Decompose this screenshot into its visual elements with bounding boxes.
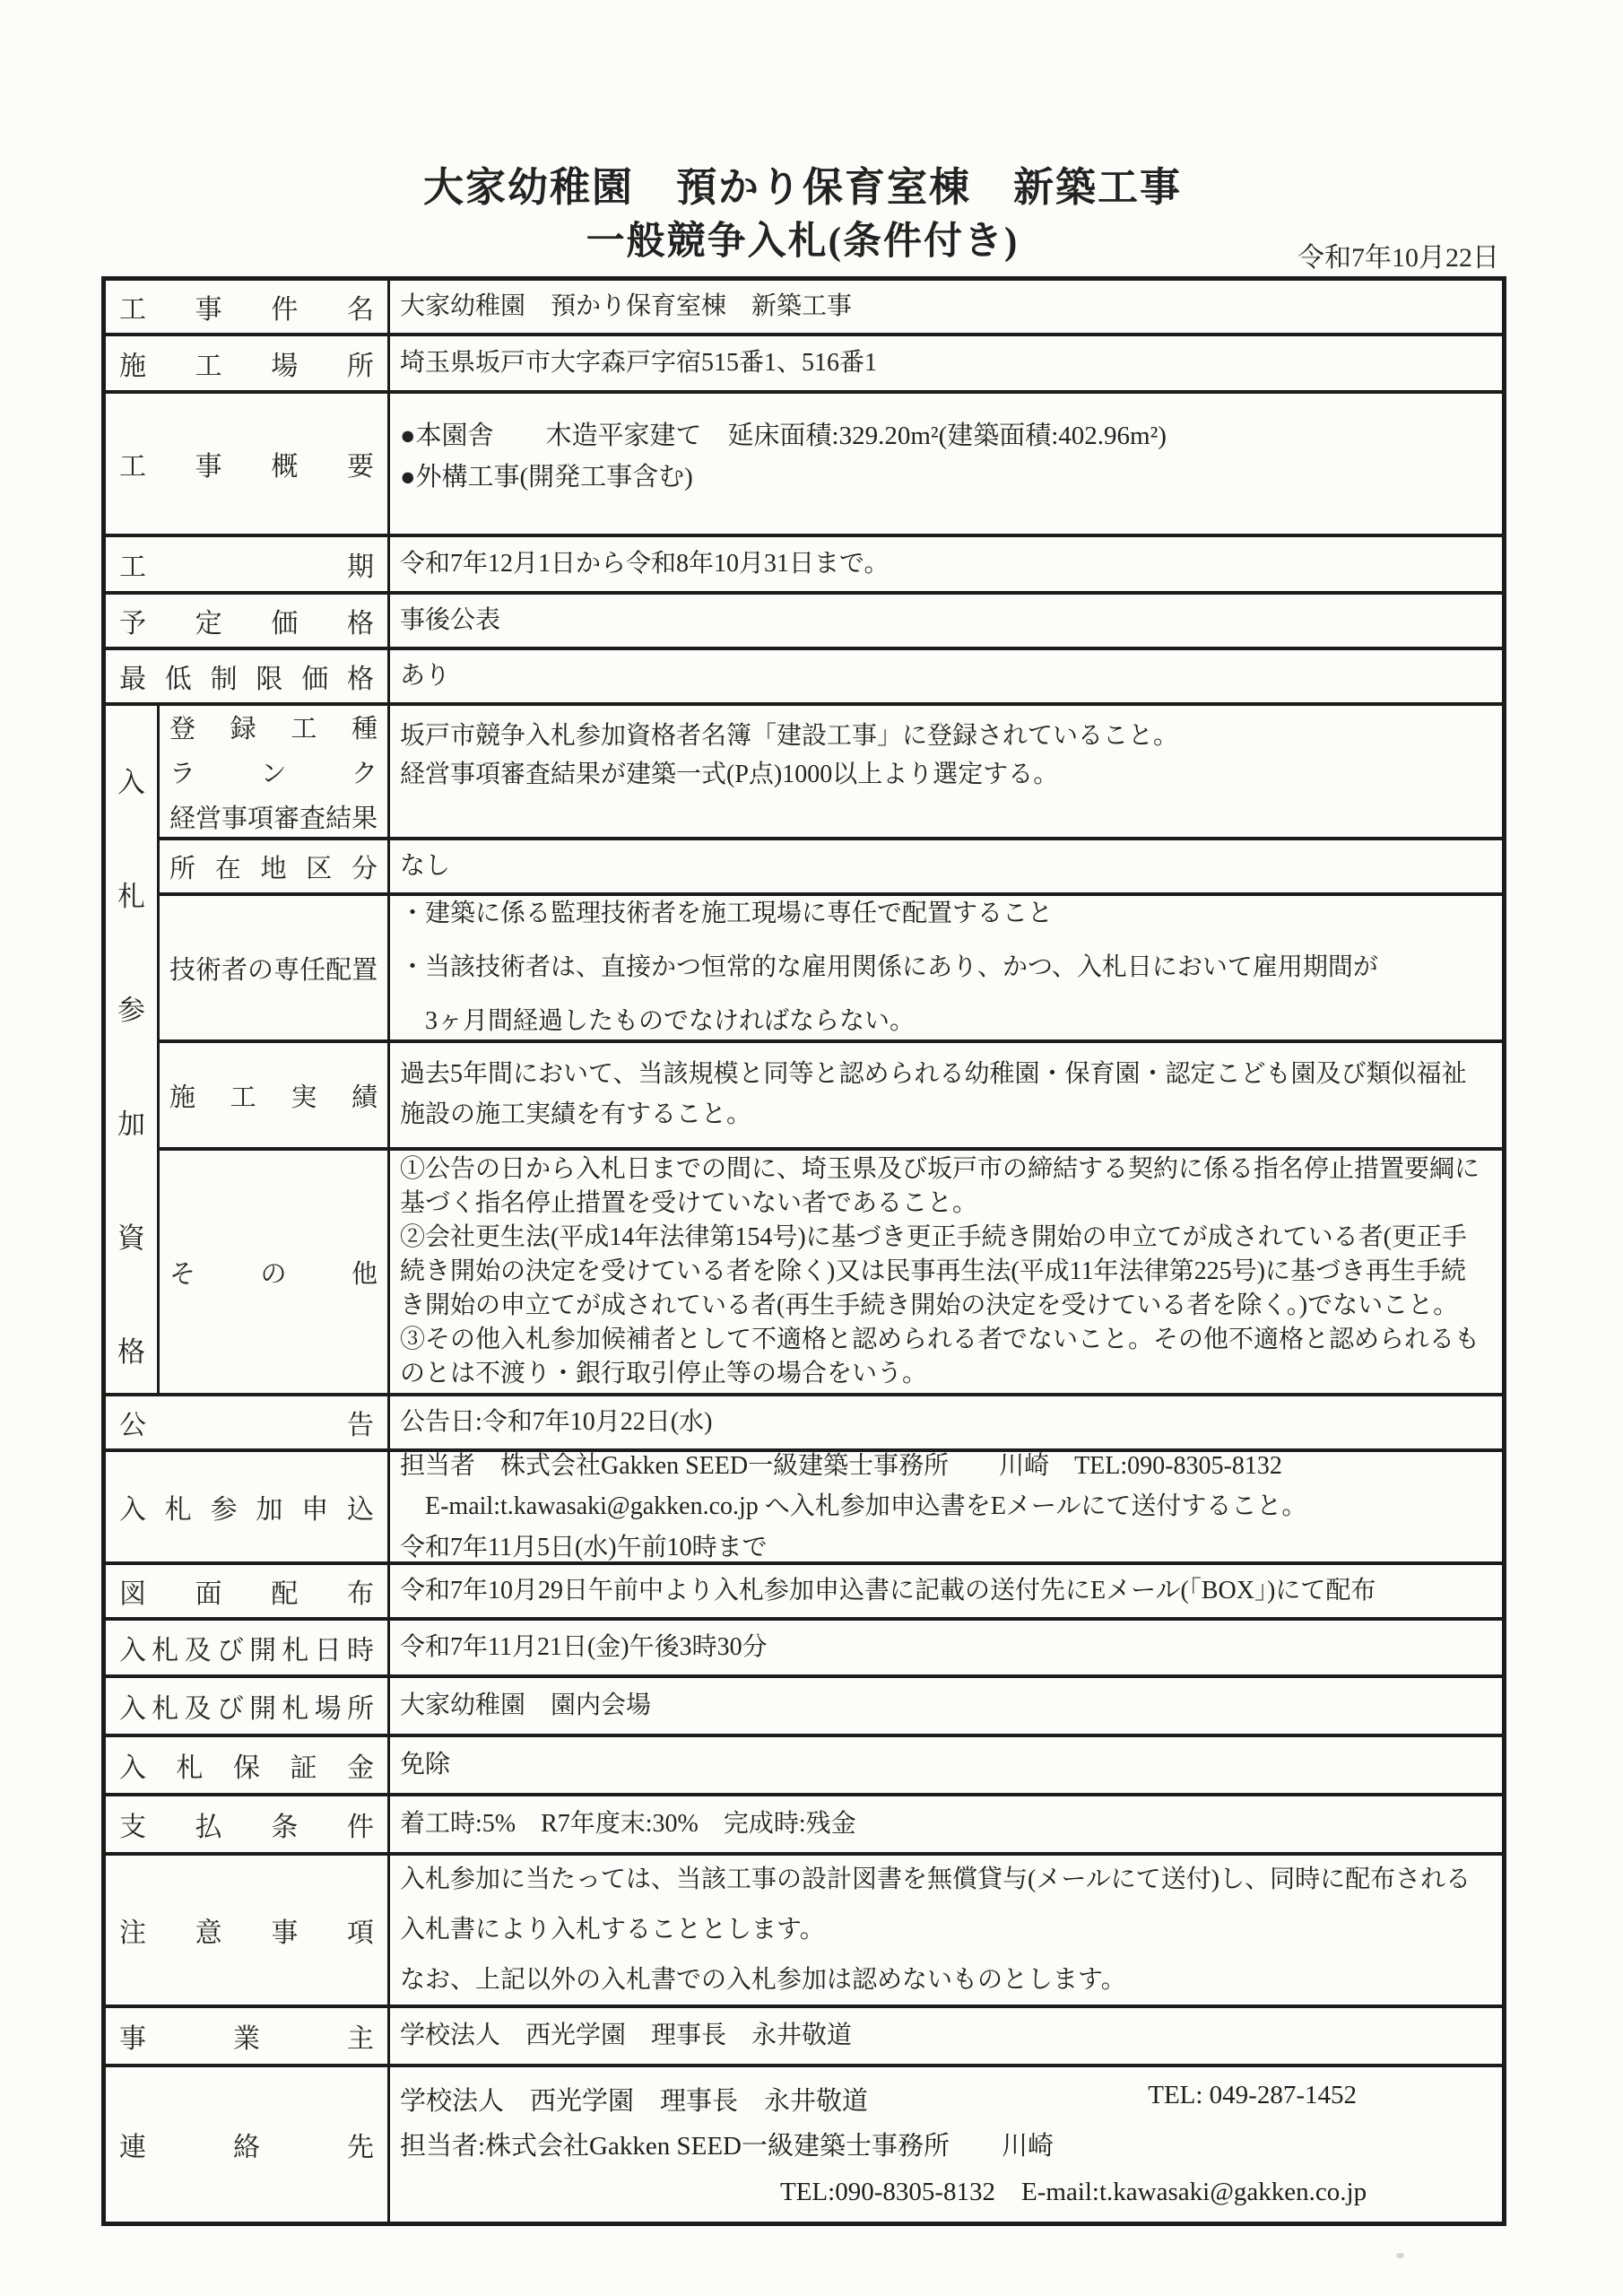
payment-terms-value: 着工時:5% R7年度末:30% 完成時:残金 <box>400 1810 856 1838</box>
text-line: 入 <box>117 767 145 798</box>
scan-speck <box>1396 2253 1404 2258</box>
construction-record-value: 過去5年間において、当該規模と同等と認められる幼稚園・保育園・認定こども園及び類似福祉施設の施工実績を有すること。 <box>400 1060 1467 1128</box>
contact-value <box>390 2067 1502 2222</box>
text-line: 令和7年11月5日(水)午前10時まで <box>400 1533 768 1561</box>
public-notice-label: 公 告 <box>119 1411 374 1440</box>
text-line: 3ヶ月間経過したものでなければならない。 <box>400 1007 916 1036</box>
other-conditions-label: そ の 他 <box>169 1259 378 1289</box>
engineer-assignment-label: 技 術 者 の 専 任 配 置 <box>169 955 378 985</box>
project-owner-label: 事 業 主 <box>119 2024 374 2054</box>
bid-opening-datetime-value: 令和7年11月21日(金)午後3時30分 <box>400 1633 768 1661</box>
subrow-construction-record <box>160 1043 1502 1151</box>
row-drawing-distribution <box>106 1565 1502 1621</box>
row-bid-opening-datetime <box>106 1621 1502 1678</box>
title-line-1: 大家幼稚園 預かり保育室棟 新築工事 <box>422 165 1182 210</box>
minimum-price-limit-value: あり <box>400 662 451 690</box>
engineer-assignment-value <box>390 896 1502 1039</box>
contact-owner-tel: TEL: 049-287-1452 <box>1148 2080 1357 2109</box>
text-line: ②会社更生法(平成14年法律第154号)に基づき更正手続き開始の申立てが成されている者(更正手続き開始の決定を受けている者を除く)又は民事再生法(平成11年法律第225号)に基づき再生手続き開始の申立てが成されている者(再生手続き開始の決定を受けている者を除く。)でないこと。 <box>400 1222 1467 1320</box>
project-name-label: 工 事 件 名 <box>119 295 374 325</box>
row-notes <box>106 1856 1502 2008</box>
document-date: 令和7年10月22日 <box>1298 243 1499 273</box>
registration-rank-label: 登 録 工 種 ラ ン ク 経 営 事 項 審 査 結 果 <box>160 706 390 837</box>
bid-qualification-vertical-label <box>106 706 160 1393</box>
contact-line-1 <box>400 2081 1489 2118</box>
row-site-location <box>106 336 1502 394</box>
drawing-distribution-value: 令和7年10月29日午前中より入札参加申込書に記載の送付先にEメール(「BOX」)にて配布 <box>400 1577 1376 1605</box>
text-line: 経営事項審査結果が建築一式(P点)1000以上より選定する。 <box>400 761 1059 789</box>
text-line: 入札参加に当たっては、当該工事の設計図書を無償貸与(メールにて送付)し、同時に配布される <box>400 1866 1471 1893</box>
row-project-owner <box>106 2008 1502 2067</box>
text-line: ●本園舎 木造平家建て 延床面積:329.20m²(建築面積:402.96m²) <box>400 422 1167 450</box>
text-line: 加 <box>117 1109 145 1140</box>
construction-period-label: 工 期 <box>119 552 374 582</box>
minimum-price-limit-label: 最 低 制 限 価 格 <box>119 665 374 694</box>
text-line: 札 <box>117 881 145 912</box>
subrow-other-conditions <box>160 1151 1502 1393</box>
notes-label: 注 意 事 項 <box>119 1918 374 1948</box>
planned-price-label: 予 定 価 格 <box>119 609 374 639</box>
text-line: ③その他入札参加候補者として不適格と認められる者でないこと。その他不適格と認められるものとは不渡り・銀行取引停止等の場合をいう。 <box>400 1326 1480 1388</box>
project-owner-value: 学校法人 西光学園 理事長 永井敬道 <box>400 2022 853 2049</box>
notes-value <box>390 1856 1502 2005</box>
bid-application-value <box>390 1452 1502 1561</box>
project-overview-value <box>390 394 1502 534</box>
text-line: 担当者 株式会社Gakken SEED一級建築士事務所 川崎 TEL:090-8305-8132 <box>400 1452 1282 1480</box>
row-planned-price <box>106 595 1502 650</box>
contact-line-3: TEL:090-8305-8132 E-mail:t.kawasaki@gakken.co.jp <box>780 2178 1367 2207</box>
project-name-value: 大家幼稚園 預かり保育室棟 新築工事 <box>400 292 853 320</box>
text-line: 坂戸市競争入札参加資格者名簿「建設工事」に登録されていること。 <box>400 722 1179 750</box>
bid-opening-datetime-label: 入 札 及 び 開 札 日 時 <box>119 1636 374 1665</box>
row-bid-qualification <box>106 706 1502 1396</box>
contact-line-2: 担当者:株式会社Gakken SEED一級建築士事務所 川崎 <box>400 2132 1054 2161</box>
drawing-distribution-label: 図 面 配 布 <box>119 1579 374 1609</box>
text-line: 入札書により入札することとします。 <box>400 1916 825 1944</box>
text-line: 参 <box>117 995 145 1026</box>
row-project-name <box>106 281 1502 336</box>
construction-record-label: 施 工 実 績 <box>169 1083 378 1112</box>
row-project-overview <box>106 394 1502 537</box>
location-class-label: 所 在 地 区 分 <box>169 854 378 883</box>
row-bid-deposit <box>106 1737 1502 1796</box>
text-line: ・建築に係る監理技術者を施工現場に専任で配置すること <box>400 899 1054 927</box>
bid-conditions-table <box>101 276 1506 2226</box>
text-line: なお、上記以外の入札書での入札参加は認めないものとします。 <box>400 1966 1126 1994</box>
other-conditions-value <box>390 1151 1502 1393</box>
construction-period-value: 令和7年12月1日から令和8年10月31日まで。 <box>400 550 890 578</box>
text-line: ●外構工事(開発工事含む) <box>400 463 693 492</box>
site-location-value: 埼玉県坂戸市大字森戸字宿515番1、516番1 <box>400 349 878 377</box>
subrow-engineer-assignment <box>160 896 1502 1043</box>
row-bid-application <box>106 1452 1502 1565</box>
text-line: 格 <box>117 1336 145 1368</box>
text-line: ・当該技術者は、直接かつ恒常的な雇用関係にあり、かつ、入札日において雇用期間が <box>400 952 1378 981</box>
public-notice-value: 公告日:令和7年10月22日(水) <box>400 1408 713 1436</box>
row-bid-opening-place <box>106 1678 1502 1737</box>
row-payment-terms <box>106 1796 1502 1856</box>
location-class-value: なし <box>400 852 451 880</box>
bid-deposit-value: 免除 <box>400 1751 451 1779</box>
text-line: E-mail:t.kawasaki@gakken.co.jp へ入札参加申込書をEメールにて送付すること。 <box>400 1492 1307 1521</box>
contact-owner-name: 学校法人 西光学園 理事長 永井敬道 <box>400 2086 869 2116</box>
bid-deposit-label: 入 札 保 証 金 <box>119 1753 374 1783</box>
row-public-notice <box>106 1396 1502 1452</box>
title-line-2: 一般競争入札(条件付き) <box>586 221 1020 263</box>
bid-opening-place-value: 大家幼稚園 園内会場 <box>400 1692 652 1719</box>
row-contact <box>106 2067 1502 2222</box>
row-construction-period <box>106 537 1502 595</box>
text-line: 資 <box>117 1222 145 1254</box>
subrow-location-class <box>160 840 1502 896</box>
bid-application-label: 入 札 参 加 申 込 <box>119 1495 374 1525</box>
site-location-label: 施 工 場 所 <box>119 352 374 381</box>
project-overview-label: 工 事 概 要 <box>119 452 374 482</box>
row-minimum-price-limit <box>106 650 1502 706</box>
planned-price-value: 事後公表 <box>400 606 501 634</box>
text-line: ①公告の日から入札日までの間に、埼玉県及び坂戸市の締結する契約に係る指名停止措置要綱に基づく指名停止措置を受けていない者であること。 <box>400 1154 1480 1217</box>
payment-terms-label: 支 払 条 件 <box>119 1813 374 1842</box>
contact-label: 連 絡 先 <box>119 2133 374 2162</box>
bid-opening-place-label: 入 札 及 び 開 札 場 所 <box>119 1694 374 1724</box>
registration-rank-value <box>390 706 1502 837</box>
subrow-registration-rank <box>160 706 1502 840</box>
bid-qualification-body <box>160 706 1502 1393</box>
